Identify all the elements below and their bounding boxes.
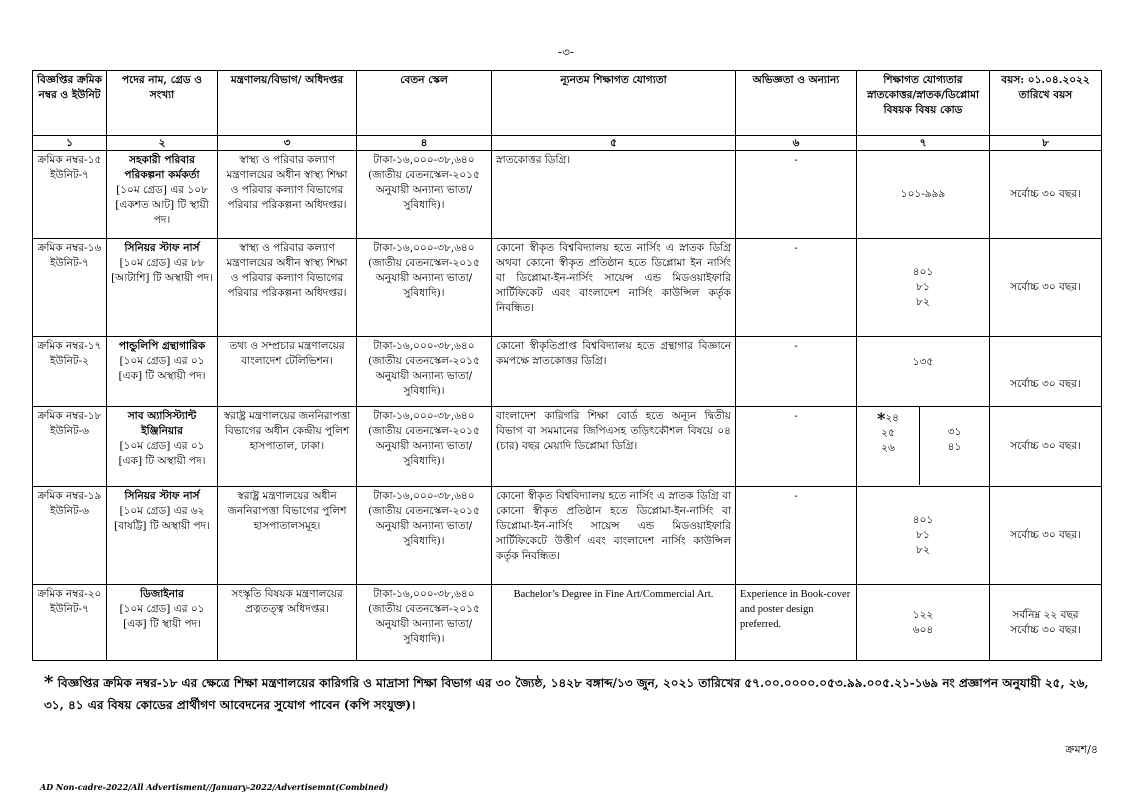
col-number: ১ <box>33 136 107 151</box>
asterisk-icon: * <box>44 672 54 693</box>
subject-code: ৪০১ <box>912 266 934 278</box>
age-min: সর্বনিম্ন ২২ বছর <box>1012 608 1079 621</box>
age-cell: সর্বোচ্চ ৩০ বছর। <box>990 337 1102 407</box>
education-cell: কোনো স্বীকৃত বিশ্ববিদ্যালয় হতে নার্সিং এ স্নাতক ডিগ্রি অথবা কোনো স্বীকৃত প্রতিষ্ঠান হতে ডিপ্লোমা ইন নার্সিং বা ডিপ্লোমা-ইন-নার্সিং সায়েন্স এন্ড মিডওয়াইফারি সার্টিফিকেট এবং বাংলাদেশ নার্সিং কাউন্সিল কর্তৃক নিবন্ধিত। <box>492 239 736 337</box>
continued-marker: ক্রমশ/৪ <box>1065 743 1098 756</box>
post-detail: [১০ম গ্রেড] এর ৬২ [বাষট্টি] টি অস্থায়ী পদ। <box>114 505 210 532</box>
post-name: সিনিয়র স্টাফ নার্স <box>124 242 200 254</box>
subject-code-cell <box>857 151 990 239</box>
subject-code: ২৬ <box>881 442 895 454</box>
subject-code-cell <box>857 239 990 337</box>
post-name: পান্ডুলিপি গ্রন্থাগারিক <box>118 340 206 352</box>
header-age: বয়স: ০১.০৪.২০২২ তারিখে বয়স <box>990 71 1102 136</box>
serial-cell: ক্রমিক নম্বর-১৯ ইউনিট-৬ <box>33 487 107 585</box>
age-cell: সর্বোচ্চ ৩০ বছর। <box>990 407 1102 487</box>
post-detail: [১০ম গ্রেড] এর ০১ [এক] টি অস্থায়ী পদ। <box>118 440 206 467</box>
serial-cell: ক্রমিক নম্বর-১৭ ইউনিট-২ <box>33 337 107 407</box>
ministry-cell: স্বরাষ্ট্র মন্ত্রণালয়ের জননিরাপত্তা বিভাগের অধীন কেন্দ্রীয় পুলিশ হাসপাতাল, ঢাকা। <box>218 407 357 487</box>
post-detail: [১০ম গ্রেড] এর ০১ [এক] টি অস্থায়ী পদ। <box>118 355 206 382</box>
experience-cell: - <box>736 337 857 407</box>
serial-cell: ক্রমিক নম্বর-১৫ ইউনিট-৭ <box>33 151 107 239</box>
header-pay-scale: বেতন স্কেল <box>357 71 492 136</box>
post-cell <box>107 151 218 239</box>
subject-code-group-left <box>857 407 919 485</box>
subject-code: ৮১ <box>916 281 930 293</box>
education-cell: কোনো স্বীকৃতিপ্রাপ্ত বিশ্ববিদ্যালয় হতে গ্রন্থাগার বিজ্ঞানে কমপক্ষে স্নাতকোত্তর ডিগ্রি। <box>492 337 736 407</box>
col-number: ৭ <box>857 136 990 151</box>
table-row <box>33 585 1102 661</box>
education-cell: স্নাতকোত্তর ডিগ্রি। <box>492 151 736 239</box>
subject-code: ৪০১ <box>912 514 934 526</box>
table-row <box>33 337 1102 407</box>
pay-scale-cell: টাকা-১৬,০০০-৩৮,৬৪০ (জাতীয় বেতনস্কেল-২০১৫ অনুযায়ী অন্যান্য ভাতা/সুবিধাদি)। <box>357 337 492 407</box>
recruitment-table <box>32 70 1102 661</box>
post-cell <box>107 337 218 407</box>
post-detail: [১০ম গ্রেড] এর ৮৮ [আটাশি] টি অস্থায়ী পদ। <box>111 257 213 284</box>
footnote-text: বিজ্ঞপ্তির ক্রমিক নম্বর-১৮ এর ক্ষেত্রে শিক্ষা মন্ত্রণালয়ের কারিগরি ও মাদ্রাসা শিক্ষা বিভাগ এর ৩০ জ্যৈষ্ঠ, ১৪২৮ বঙ্গাব্দ/১৩ জুন, ২০২১ তারিখের ৫৭.০০.০০০০.০৫৩.৯৯.০০৫.২১-১৬৯ নং প্রজ্ঞাপন অনুযায়ী ২৫, ২৬, ৩১, ৪১ এর বিষয় কোডের প্রার্থীগণ আবেদনের সুযোগ পাবেন (কপি সংযুক্ত)। <box>44 676 1089 712</box>
serial-cell: ক্রমিক নম্বর-১৮ ইউনিট-৬ <box>33 407 107 487</box>
pay-scale-cell: টাকা-১৬,০০০-৩৮,৬৪০ (জাতীয় বেতনস্কেল-২০১৫ অনুযায়ী অন্যান্য ভাতা/সুবিধাদি)। <box>357 151 492 239</box>
subject-code-cell <box>857 337 990 407</box>
experience-cell: - <box>736 487 857 585</box>
education-cell: বাংলাদেশ কারিগরি শিক্ষা বোর্ড হতে অন্যূন দ্বিতীয় বিভাগ বা সমমানের জিপিএসহ তড়িৎকৌশল বিষয়ে ০৪ (চার) বছর মেয়াদি ডিপ্লোমা ডিগ্রি। <box>492 407 736 487</box>
header-post: পদের নাম, গ্রেড ও সংখ্যা <box>107 71 218 136</box>
subject-code-group-right <box>919 407 989 485</box>
age-cell: সর্বোচ্চ ৩০ বছর। <box>990 239 1102 337</box>
column-number-row <box>33 136 1102 151</box>
age-max: সর্বোচ্চ ৩০ বছর। <box>1010 623 1081 636</box>
age-cell: সর্বোচ্চ ৩০ বছর। <box>990 151 1102 239</box>
header-serial: বিজ্ঞপ্তির ক্রমিক নম্বর ও ইউনিট <box>33 71 107 136</box>
post-detail: [১০ম গ্রেড] এর ১০৮ [একশত আট] টি স্থায়ী পদ। <box>115 184 209 226</box>
experience-cell: - <box>736 407 857 487</box>
post-name: সিনিয়র স্টাফ নার্স <box>124 490 200 502</box>
post-cell <box>107 585 218 661</box>
table-row <box>33 407 1102 487</box>
post-name: সাব অ্যাসিস্ট্যান্ট ইঞ্জিনিয়ার <box>127 410 197 437</box>
table-row <box>33 487 1102 585</box>
education-cell: কোনো স্বীকৃত বিশ্ববিদ্যালয় হতে নার্সিং এ স্নাতক ডিগ্রি বা কোনো স্বীকৃত প্রতিষ্ঠান হতে ডিপ্লোমা-ইন-নার্সিং বা ডিপ্লোমা-ইন-নার্সিং সায়েন্স এন্ড মিডওয়াইফারি সার্টিফিকেটে উত্তীর্ণ এবং বাংলাদেশ নার্সিং কাউন্সিল কর্তৃক নিবন্ধিত। <box>492 487 736 585</box>
post-cell <box>107 407 218 487</box>
post-name: সহকারী পরিবার পরিকল্পনা কর্মকর্তা <box>124 154 200 181</box>
subject-code: ১৩৫ <box>912 356 934 368</box>
age-cell <box>990 585 1102 661</box>
subject-code: ১২২ <box>912 608 934 621</box>
pay-scale-cell: টাকা-১৬,০০০-৩৮,৬৪০ (জাতীয় বেতনস্কেল-২০১৫ অনুযায়ী অন্যান্য ভাতা/সুবিধাদি)। <box>357 585 492 661</box>
col-number: ৫ <box>492 136 736 151</box>
col-number: ২ <box>107 136 218 151</box>
subject-code: ৮২ <box>916 296 930 308</box>
ministry-cell: স্বরাষ্ট্র মন্ত্রণালয়ের অধীন জননিরাপত্তা বিভাগের পুলিশ হাসপাতালসমূহ। <box>218 487 357 585</box>
ministry-cell: স্বাস্থ্য ও পরিবার কল্যাণ মন্ত্রণালয়ের অধীন স্বাস্থ্য শিক্ষা ও পরিবার কল্যাণ বিভাগের পরিবার পরিকল্পনা অধিদপ্তর। <box>218 151 357 239</box>
subject-code-cell <box>857 487 990 585</box>
age-cell: সর্বোচ্চ ৩০ বছর। <box>990 487 1102 585</box>
asterisk-icon: * <box>876 409 886 428</box>
subject-code: ৩১ <box>947 426 962 438</box>
pay-scale-cell: টাকা-১৬,০০০-৩৮,৬৪০ (জাতীয় বেতনস্কেল-২০১৫ অনুযায়ী অন্যান্য ভাতা/সুবিধাদি)। <box>357 407 492 487</box>
education-cell: Bachelor’s Degree in Fine Art/Commercial Art. <box>492 585 736 661</box>
table-header-row <box>33 71 1102 136</box>
subject-code: ৪১ <box>947 441 962 453</box>
header-experience: অভিজ্ঞতা ও অন্যান্য <box>736 71 857 136</box>
subject-code-cell <box>857 585 990 661</box>
table-row <box>33 151 1102 239</box>
col-number: ৩ <box>218 136 357 151</box>
post-cell <box>107 487 218 585</box>
post-detail: [১০ম গ্রেড] এর ০১ [এক] টি স্থায়ী পদ। <box>119 603 205 630</box>
serial-cell: ক্রমিক নম্বর-২০ ইউনিট-৭ <box>33 585 107 661</box>
pay-scale-cell: টাকা-১৬,০০০-৩৮,৬৪০ (জাতীয় বেতনস্কেল-২০১৫ অনুযায়ী অন্যান্য ভাতা/সুবিধাদি)। <box>357 239 492 337</box>
table-row <box>33 239 1102 337</box>
subject-code: ৬০৪ <box>912 623 934 636</box>
serial-cell: ক্রমিক নম্বর-১৬ ইউনিট-৭ <box>33 239 107 337</box>
ministry-cell: সংস্কৃতি বিষয়ক মন্ত্রণালয়ের প্রত্নতত্ত্ব অধিদপ্তর। <box>218 585 357 661</box>
subject-code: ৮১ <box>916 529 930 541</box>
subject-code-cell <box>857 407 990 487</box>
header-ministry: মন্ত্রণালয়/বিভাগ/ অধিদপ্তর <box>218 71 357 136</box>
subject-code: ৮২ <box>916 544 930 556</box>
header-education: ন্যূনতম শিক্ষাগত যোগ্যতা <box>492 71 736 136</box>
col-number: ৮ <box>990 136 1102 151</box>
footer-reference: AD Non-cadre-2022/All Advertisment//January-2022/Advertisemnt(Combined) <box>40 782 389 792</box>
footnote <box>44 672 1094 716</box>
post-name: ডিজাইনার <box>140 588 184 600</box>
ministry-cell: তথ্য ও সম্প্রচার মন্ত্রণালয়ের বাংলাদেশ টেলিভিশন। <box>218 337 357 407</box>
col-number: ৬ <box>736 136 857 151</box>
subject-code: ২৫ <box>881 427 895 439</box>
experience-cell: - <box>736 151 857 239</box>
col-number: ৪ <box>357 136 492 151</box>
post-cell <box>107 239 218 337</box>
pay-scale-cell: টাকা-১৬,০০০-৩৮,৬৪০ (জাতীয় বেতনস্কেল-২০১৫ অনুযায়ী অন্যান্য ভাতা/সুবিধাদি)। <box>357 487 492 585</box>
ministry-cell: স্বাস্থ্য ও পরিবার কল্যাণ মন্ত্রণালয়ের অধীন স্বাস্থ্য শিক্ষা ও পরিবার কল্যাণ বিভাগের পরিবার পরিকল্পনা অধিদপ্তর। <box>218 239 357 337</box>
experience-cell: Experience in Book-cover and poster design preferred. <box>736 585 857 661</box>
page-number: -৩- <box>558 45 574 59</box>
header-subject-code: শিক্ষাগত যোগ্যতার স্নাতকোত্তর/স্নাতক/ডিপ্লোমা বিষয়ক বিষয় কোড <box>857 71 990 136</box>
subject-code: ২৪ <box>885 412 899 424</box>
experience-cell: - <box>736 239 857 337</box>
subject-code: ১০১-৯৯৯ <box>900 188 946 200</box>
